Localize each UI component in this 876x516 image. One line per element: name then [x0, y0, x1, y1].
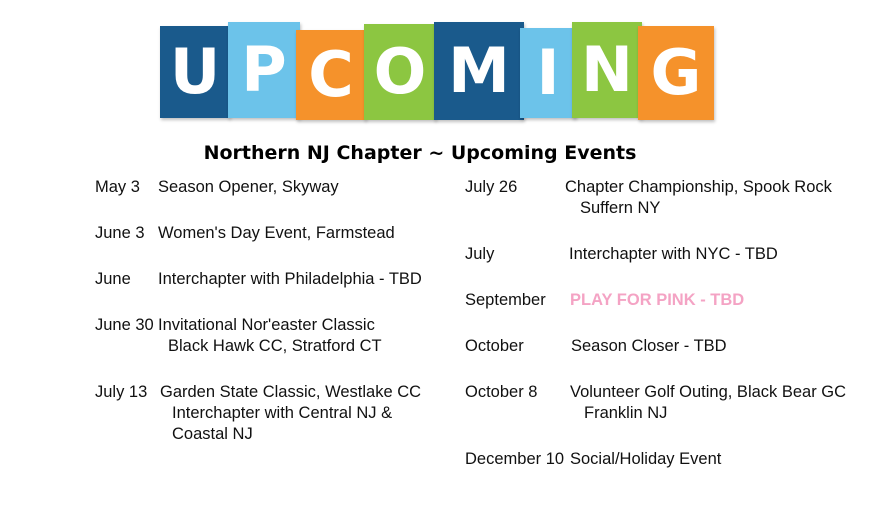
- event-description: PLAY FOR PINK - TBD: [570, 291, 745, 309]
- banner-letter-u: U: [160, 26, 230, 118]
- event-date: July: [465, 245, 495, 263]
- event-date: October: [465, 337, 524, 355]
- event-date: May 3: [95, 178, 140, 196]
- event-description: Interchapter with Philadelphia - TBD: [158, 270, 422, 288]
- page-subtitle: Northern NJ Chapter ~ Upcoming Events: [203, 142, 637, 164]
- event-description: Chapter Championship, Spook Rock: [565, 178, 832, 196]
- event-date: July 13: [95, 383, 148, 401]
- event-date: September: [465, 291, 546, 309]
- event-description: Social/Holiday Event: [570, 450, 722, 468]
- banner-letter-c: C: [296, 30, 366, 120]
- event-date: June: [95, 270, 131, 288]
- event-description: Interchapter with NYC - TBD: [569, 245, 778, 263]
- event-description: Invitational Nor'easter Classic: [158, 316, 375, 334]
- banner-letter-m: M: [434, 22, 524, 120]
- event-date: June 3: [95, 224, 145, 242]
- event-description-line: Franklin NJ: [584, 404, 668, 422]
- event-description-line: Black Hawk CC, Stratford CT: [168, 337, 382, 355]
- event-description: Season Closer - TBD: [571, 337, 727, 355]
- event-date: October 8: [465, 383, 538, 401]
- event-date: June 30: [95, 316, 154, 334]
- banner-letter-o: O: [364, 24, 436, 120]
- banner-letter-g: G: [638, 26, 714, 120]
- banner-letter-i: I: [520, 28, 576, 118]
- event-description-line: Interchapter with Central NJ &: [172, 404, 393, 422]
- event-date: December 10: [465, 450, 565, 468]
- event-description-line: Coastal NJ: [172, 425, 253, 443]
- event-description-line: Suffern NY: [580, 199, 661, 217]
- event-description: Volunteer Golf Outing, Black Bear GC: [570, 383, 847, 401]
- event-date: July 26: [465, 178, 518, 196]
- upcoming-banner: [160, 22, 716, 122]
- banner-letter-n: N: [572, 22, 642, 118]
- banner-letter-p: P: [228, 22, 300, 118]
- event-description: Season Opener, Skyway: [158, 178, 339, 196]
- event-description: Women's Day Event, Farmstead: [158, 224, 395, 242]
- event-description: Garden State Classic, Westlake CC: [160, 383, 422, 401]
